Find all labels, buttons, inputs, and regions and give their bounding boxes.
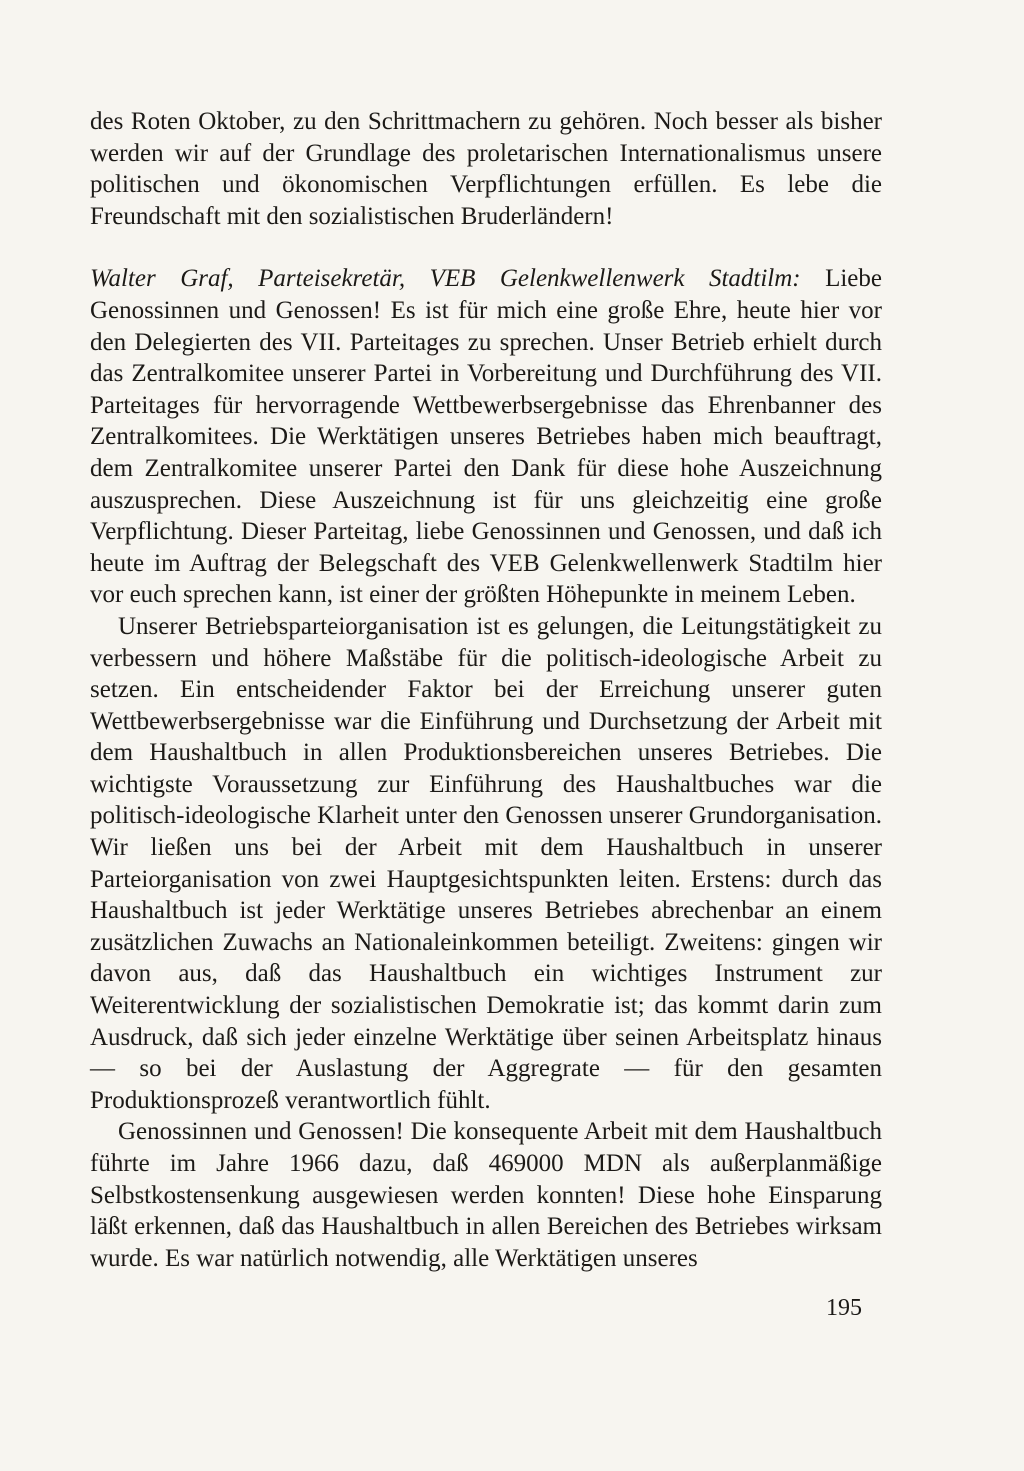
paragraph-4 — [90, 1116, 882, 1274]
page-number: 195 — [826, 1295, 862, 1321]
paragraph-3 — [90, 611, 882, 1117]
page-body — [90, 106, 882, 1274]
speaker-attribution: Walter Graf, Parteisekretär, VEB Gelenkwellenwerk Stadtilm: — [90, 265, 801, 293]
section-gap — [90, 232, 882, 263]
paragraph-1-text: des Roten Oktober, zu den Schrittmachern zu gehören. Noch besser als bisher werden wir auf der Grundlage des proletarischen Internationalismus unsere politischen und ökonomischen Verpflichtungen erfüllen. Es lebe die Freundschaft mit den sozialistischen Bruderländern! — [90, 108, 882, 230]
paragraph-2-text: Liebe Genossinnen und Genossen! Es ist für mich eine große Ehre, heute hier vor den Delegierten des VII. Parteitages zu sprechen. Unser Betrieb erhielt durch das Zentralkomitee unserer Partei in Vorbereitung und Durchführung des VII. Parteitages für hervorragende Wettbewerbsergebnisse das Ehrenbanner des Zentralkomitees. Die Werktätigen unseres Betriebes haben mich beauftragt, dem Zentralkomitee unserer Partei den Dank für diese hohe Auszeichnung auszusprechen. Diese Auszeichnung ist für uns gleichzeitig eine große Verpflichtung. Dieser Parteitag, liebe Genossinnen und Genossen, und daß ich heute im Auftrag der Belegschaft des VEB Gelenkwellenwerk Stadtilm hier vor euch sprechen kann, ist einer der größten Höhepunkte in meinem Leben. — [90, 265, 882, 609]
paragraph-4-text: Genossinnen und Genossen! Die konsequente Arbeit mit dem Haushaltbuch führte im Jahre 1966 dazu, daß 469000 MDN als außerplanmäßige Selbstkostensenkung ausgewiesen werden konnten! Diese hohe Einsparung läßt erkennen, daß das Haushaltbuch in allen Bereichen des Betriebes wirksam wurde. Es war natürlich notwendig, alle Werktätigen unseres — [90, 1118, 882, 1272]
paragraph-3-text: Unserer Betriebsparteiorganisation ist es gelungen, die Leitungstätigkeit zu verbessern und höhere Maßstäbe für die politisch-ideologische Arbeit zu setzen. Ein entscheidender Faktor bei der Erreichung unserer guten Wettbewerbsergebnisse war die Einführung und Durchsetzung der Arbeit mit dem Haushaltbuch in allen Produktionsbereichen unseres Betriebes. Die wichtigste Voraussetzung zur Einführung des Haushaltbuches war die politisch-ideologische Klarheit unter den Genossen unserer Grundorganisation. Wir ließen uns bei der Arbeit mit dem Haushaltbuch in unserer Parteiorganisation von zwei Hauptgesichtspunkten leiten. Erstens: durch das Haushaltbuch ist jeder Werktätige unseres Betriebes abrechenbar an einem zusätzlichen Zuwachs an Nationaleinkommen beteiligt. Zweitens: gingen wir davon aus, daß das Haushaltbuch ein wichtiges Instrument zur Weiterentwicklung der sozialistischen Demokratie ist; das kommt darin zum Ausdruck, daß sich jeder einzelne Werktätige über seinen Arbeitsplatz hinaus — so bei der Auslastung der Aggregrate — für den gesamten Produktionsprozeß verantwortlich fühlt. — [90, 612, 882, 1114]
paragraph-1 — [90, 106, 882, 232]
paragraph-2 — [90, 263, 882, 611]
